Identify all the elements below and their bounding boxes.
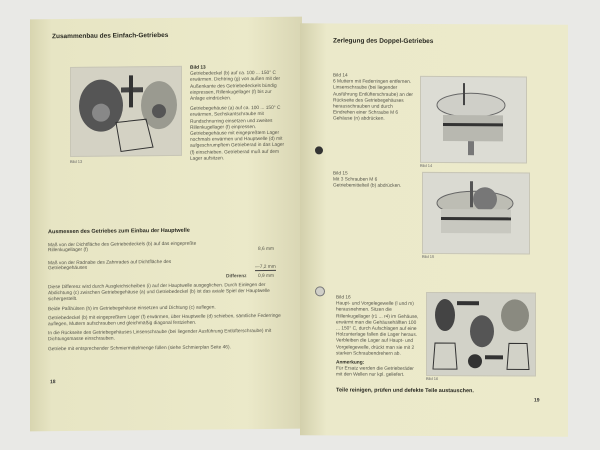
- figure-16-photo: [426, 292, 536, 377]
- paragraph-3: Getriebedeckel (b) mit eingepreßtem Lager (f) erwärmen, über Hauptwelle (d) schieben, sämtliche Federringe auflegen, Muttern aufschrauben und gleichmäßig diagonal festziehen.: [48, 313, 281, 328]
- difference-label: Differenz: [226, 274, 247, 280]
- paragraph-5: Getriebe mit entsprechender Schmiermittelmenge füllen (siehe Schmierplan Seite 46).: [48, 344, 231, 352]
- measure-2-value: —7,2 mm: [255, 264, 276, 271]
- figure-13-text-1: Getriebedeckel (b) auf ca. 100 ... 150° C erwärmen. Dichtring (g) von außen mit der Außenkante des Getriebedeckels bündig einpressen, Rillenkugellager (f) bis zur Anlage eindrücken.: [190, 71, 281, 102]
- measure-1-label: Maß von der Dichtfläche des Getriebedeckels (b) auf das eingepreßte Rillenkugellager (f): [48, 241, 197, 254]
- left-page: [30, 17, 302, 432]
- figure-16-text: Haupt- und Vorgelegewelle (l und m) herausnehmen. Sitzen die Rillenkugellager (r1 ... r4) im Gehäuse, erwärmt man die Gehäusehälften 100 ... 150° C, durch Aufschlagen auf eine Holzunterlage fallen die Lager heraus. Verbleiben die Lager auf Haupt- und Vorgelegewelle, drückt man sie mit 2 starken Schraubendrehern ab.: [336, 301, 419, 357]
- figure-13-photo: [70, 66, 182, 157]
- left-page-title: Zusammenbau des Einfach-Getriebes: [52, 31, 169, 41]
- note-text: Für Ersatz werden die Getrieberäder mit den Wellen nur kpl. geliefert.: [336, 366, 414, 379]
- gearbox-housing-illustration: [421, 77, 526, 163]
- figure-15-photo: [422, 172, 530, 255]
- measure-2-label: Maß von der Radnabe des Zahnrades auf Dichtfläche des Getriebegehäuses: [48, 259, 172, 272]
- paragraph-1: Diese Differenz wird durch Ausgleichscheiben (i) auf der Hauptwelle ausgeglichen. Durch Einlegen der Abdichtung (c) zwischen Getriebegehäuse (a) und Getriebedeckel (b) ist das axiale Spiel der Hauptwelle sichergestellt.: [48, 282, 270, 303]
- figure-13-text-2: Getriebegehäuse (a) auf ca. 100 ... 150° C erwärmen, Sechskantschraube mit Rundschnurring einsetzen und zweites Rillenkugellager (f) einpressen. Getriebegehäuse mit eingepreßtem Lager nochmals erwärmen und Hauptwelle (d) mit aufgeschrumpftem Getrieberad in das Lager (f) einschieben. Getrieberad muß auf dem Lager aufsitzen.: [190, 106, 285, 162]
- figure-14-label: Bild 14: [333, 73, 348, 79]
- binder-hole: [315, 146, 323, 154]
- figure-13-label: Bild 13: [190, 65, 206, 71]
- paragraph-2: Beide Paßhülsen (h) im Getriebegehäuse einsetzen und Dichtung (c) auflegen.: [48, 305, 216, 312]
- figure-14-caption: Bild 14: [420, 162, 433, 168]
- figure-14-photo: [420, 76, 527, 164]
- binder-hole: [315, 286, 325, 296]
- figure-15-label: Bild 15: [333, 171, 348, 177]
- gearbox-parts-illustration: [71, 67, 181, 156]
- right-page: [300, 23, 568, 436]
- figure-13-caption: Bild 13: [70, 158, 83, 165]
- paragraph-4: In die Rückseite des Getriebegehäuses Linsenschraube (bei liegender Ausführung Entlüfterschraube) mit Dichtungsmasse einschrauben.: [48, 329, 272, 343]
- note-title: Anmerkung:: [336, 360, 365, 366]
- difference-value: 0,9 mm: [258, 273, 274, 280]
- gearbox-middle-illustration: [423, 173, 529, 254]
- left-page-number: 18: [50, 379, 56, 386]
- figure-14-text: 6 Muttern mit Federringen entfernen. Linsenschraube (bei liegender Ausführung Entlüfterschraube) an der Rückseite des Getriebegehäuses herausschrauben und durch Eindrehen einer Schraube M 6 Gehäuse (n) abdrücken.: [333, 79, 413, 123]
- gearbox-exploded-illustration: [427, 293, 535, 376]
- footer-instruction: Teile reinigen, prüfen und defekte Teile austauschen.: [336, 387, 474, 395]
- figure-16-label: Bild 16: [336, 295, 351, 301]
- measure-1-value: 8,6 mm: [258, 246, 274, 253]
- figure-15-caption: Bild 15: [422, 253, 435, 260]
- figure-15-text: Mit 3 Schrauben M 6 Getriebemittelteil (b) abdrücken.: [333, 177, 402, 190]
- right-page-title: Zerlegung des Doppel-Getriebes: [333, 37, 434, 45]
- right-page-number: 19: [534, 397, 540, 404]
- measure-subtitle: Ausmessen des Getriebes zum Einbau der Hauptwelle: [48, 227, 190, 236]
- figure-16-caption: Bild 16: [426, 375, 439, 382]
